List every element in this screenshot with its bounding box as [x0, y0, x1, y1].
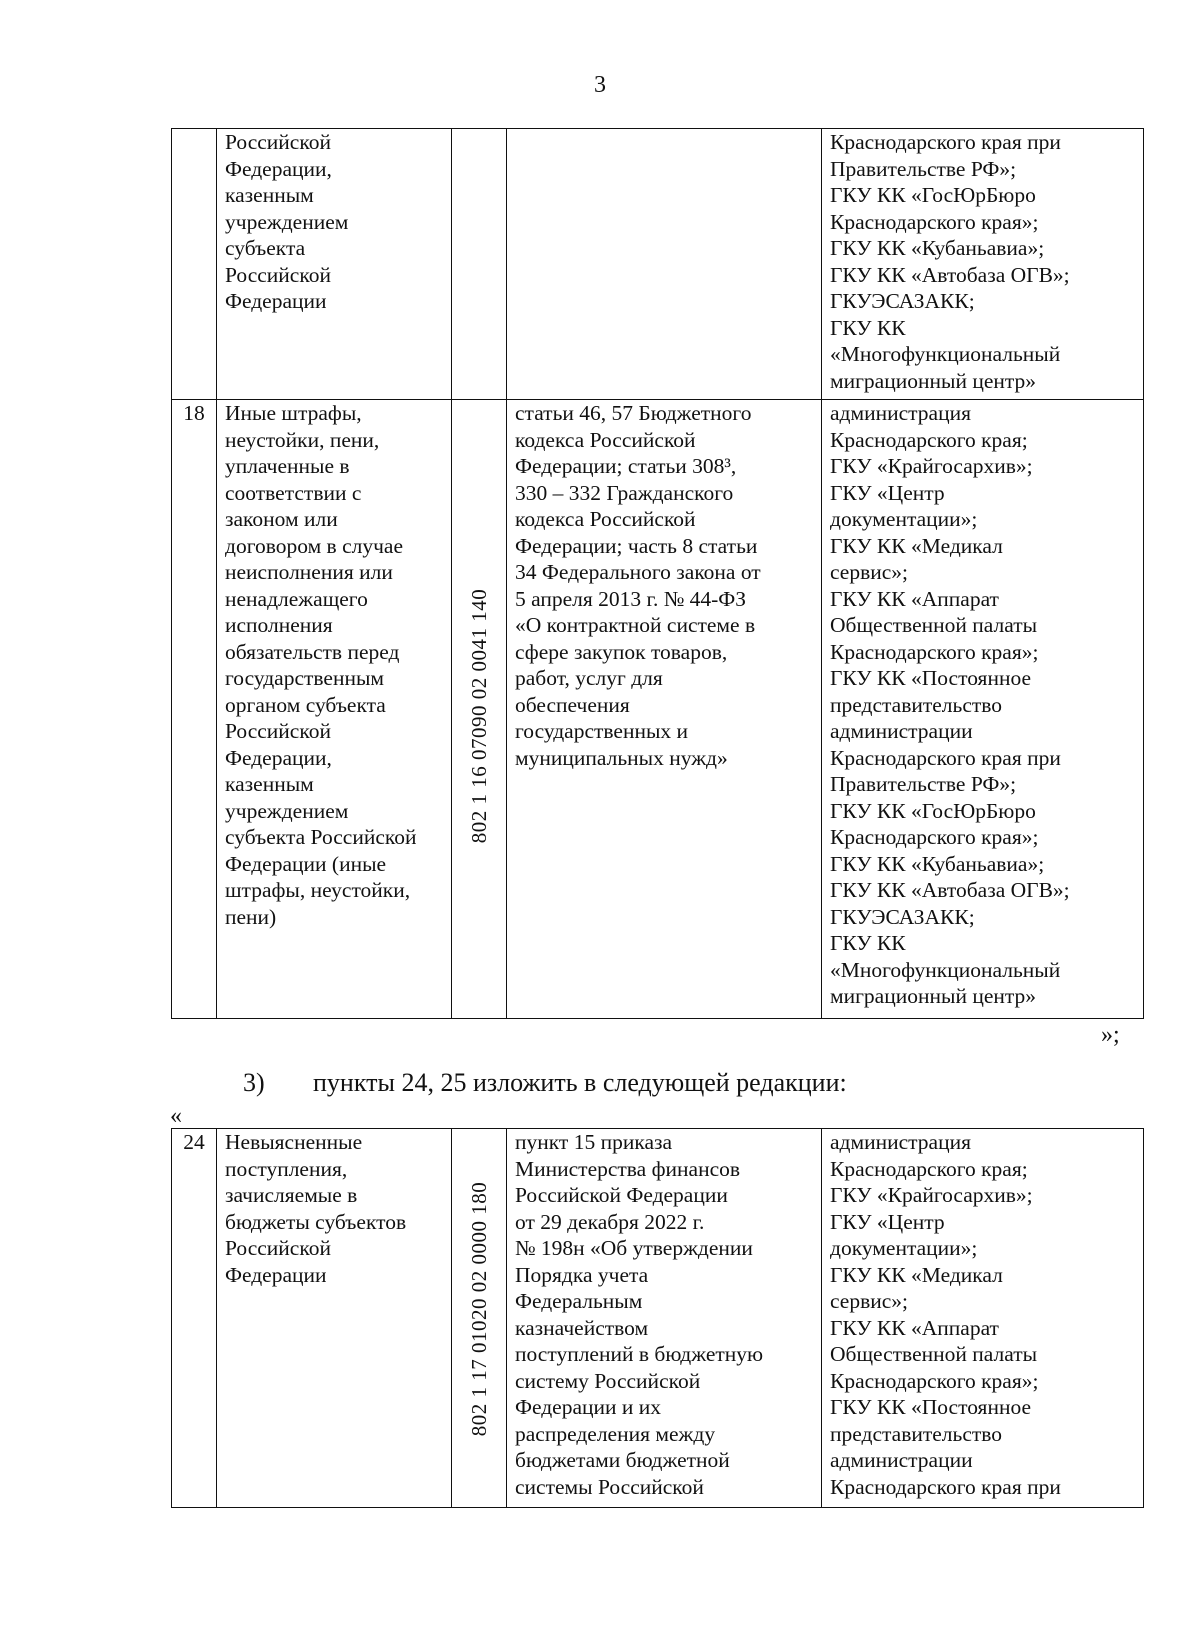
budget-code-cell: [452, 1129, 507, 1508]
administrators-cell: [822, 1129, 1144, 1508]
legal-basis-lines: [515, 1129, 813, 1500]
text-line: ГКУ КК «Постоянное: [830, 666, 1032, 690]
text-line: исполнения: [225, 613, 333, 637]
text-line: администрации: [830, 1448, 973, 1472]
text-line: ГКУ КК «Медикал: [830, 533, 1003, 558]
text-line: Федерации,: [225, 156, 332, 181]
text-line: ГКУ КК «Автобаза ОГВ»;: [830, 878, 1070, 902]
text-line: ГКУЭСАЗАКК;: [830, 289, 975, 313]
text-line: Российской: [225, 130, 331, 154]
administrators-cell: [822, 129, 1144, 400]
text-line: Краснодарского края;: [830, 427, 1028, 452]
text-line: ГКУ КК «ГосЮрБюро: [830, 798, 1036, 823]
text-line: распределения между: [515, 1421, 716, 1446]
administrators-lines: [830, 1129, 1135, 1500]
text-line: субъекта: [225, 236, 306, 260]
page-number: 3: [594, 72, 606, 98]
text-line: документации»;: [830, 507, 978, 531]
text-line: казенным: [225, 772, 314, 796]
income-name-lines: [225, 400, 443, 930]
text-line: 330 – 332 Гражданского: [515, 480, 734, 505]
text-line: Федерации: [225, 289, 327, 313]
text-line: № 198н «Об утверждении: [515, 1236, 753, 1260]
text-line: Федерации: [225, 1262, 327, 1287]
text-line: от 29 декабря 2022 г.: [515, 1209, 705, 1234]
table-row: [172, 129, 1144, 400]
text-line: сервис»;: [830, 1289, 909, 1313]
text-line: ГКУ КК «Кубаньавиа»;: [830, 236, 1045, 260]
text-line: пункт 15 приказа: [515, 1130, 673, 1154]
instruction-number: 3): [243, 1068, 265, 1097]
text-line: 34 Федерального закона от: [515, 560, 761, 584]
text-line: ГКУ КК «Аппарат: [830, 1315, 999, 1340]
text-line: Краснодарского края»;: [830, 825, 1039, 849]
text-line: поступления,: [225, 1156, 348, 1181]
text-line: работ, услуг для: [515, 666, 663, 690]
text-line: статьи 46, 57 Бюджетного: [515, 401, 752, 425]
text-line: учреждением: [225, 798, 349, 823]
text-line: Общественной палаты: [830, 1342, 1038, 1366]
text-line: ГКУ КК «Автобаза ОГВ»;: [830, 262, 1070, 287]
budget-code-cell: [452, 400, 507, 1019]
row-number-cell: 24: [172, 1129, 217, 1508]
text-line: бюджетами бюджетной: [515, 1448, 730, 1472]
text-line: Краснодарского края при: [830, 130, 1061, 154]
text-line: пени): [225, 904, 277, 929]
text-line: 5 апреля 2013 г. № 44-ФЗ: [515, 586, 746, 611]
text-line: Краснодарского края при: [830, 745, 1061, 770]
text-line: ГКУ «Центр: [830, 480, 945, 505]
text-line: неисполнения или: [225, 560, 393, 584]
text-line: Министерства финансов: [515, 1156, 741, 1181]
text-line: ГКУ КК «ГосЮрБюро: [830, 183, 1036, 207]
text-line: Краснодарского края;: [830, 1156, 1028, 1181]
text-line: казенным: [225, 183, 314, 207]
text-line: Российской Федерации: [515, 1183, 728, 1207]
budget-classification-code: 802 1 17 01020 02 0000 180: [466, 1181, 491, 1437]
text-line: штрафы, неустойки,: [225, 878, 411, 902]
text-line: сфере закупок товаров,: [515, 639, 728, 664]
text-line: государственным: [225, 666, 385, 690]
text-line: уплаченные в: [225, 454, 350, 478]
text-line: казначейством: [515, 1315, 649, 1340]
text-line: Федерации (иные: [225, 851, 387, 876]
income-codes-table-continued: [171, 128, 1144, 1019]
text-line: ГКУ КК «Постоянное: [830, 1395, 1032, 1419]
text-line: кодекса Российской: [515, 507, 696, 531]
legal-basis-lines: [515, 400, 813, 771]
text-line: Российской: [225, 719, 331, 743]
amendment-instruction: [243, 1068, 847, 1098]
text-line: Иные штрафы,: [225, 401, 362, 425]
legal-basis-cell: [507, 129, 822, 400]
text-line: системы Российской: [515, 1474, 704, 1499]
text-line: неустойки, пени,: [225, 427, 380, 452]
income-codes-table-new: [171, 1128, 1144, 1508]
text-line: Невыясненные: [225, 1130, 363, 1154]
text-line: ненадлежащего: [225, 586, 368, 611]
text-line: Российской: [225, 1236, 331, 1260]
text-line: миграционный центр»: [830, 984, 1037, 1008]
text-line: миграционный центр»: [830, 368, 1037, 393]
text-line: ГКУ «Крайгосархив»;: [830, 454, 1033, 478]
text-line: Краснодарского края»;: [830, 1368, 1039, 1393]
instruction-text: пункты 24, 25 изложить в следующей редакции:: [313, 1068, 847, 1097]
text-line: ГКУ КК «Кубаньавиа»;: [830, 851, 1045, 876]
text-line: Краснодарского края при: [830, 1474, 1061, 1499]
text-line: Российской: [225, 262, 331, 287]
text-line: администрации: [830, 719, 973, 743]
text-line: Краснодарского края»;: [830, 639, 1039, 664]
text-line: Федерации,: [225, 745, 332, 770]
legal-basis-cell: [507, 400, 822, 1019]
table-row: [172, 1129, 1144, 1508]
income-name-cell: [217, 129, 452, 400]
text-line: «О контрактной системе в: [515, 613, 756, 637]
income-name-lines: [225, 129, 443, 315]
text-line: систему Российской: [515, 1368, 701, 1393]
text-line: ГКУ «Центр: [830, 1209, 945, 1234]
text-line: ГКУЭСАЗАКК;: [830, 904, 975, 929]
budget-code-cell: [452, 129, 507, 400]
text-line: бюджеты субъектов: [225, 1209, 407, 1234]
text-line: сервис»;: [830, 560, 909, 584]
text-line: государственных и: [515, 719, 689, 743]
text-line: представительство: [830, 1421, 1003, 1446]
text-line: зачисляемые в: [225, 1183, 358, 1207]
text-line: администрация: [830, 1130, 971, 1154]
text-line: обязательств перед: [225, 639, 400, 664]
text-line: ГКУ КК: [830, 315, 906, 340]
text-line: учреждением: [225, 209, 349, 234]
text-line: Краснодарского края»;: [830, 209, 1039, 234]
text-line: «Многофункциональный: [830, 342, 1061, 366]
income-name-cell: [217, 1129, 452, 1508]
text-line: Федерации; статьи 308³,: [515, 454, 737, 478]
text-line: обеспечения: [515, 692, 630, 717]
budget-classification-code: 802 1 16 07090 02 0041 140: [466, 588, 491, 844]
income-name-lines: [225, 1129, 443, 1288]
income-name-cell: [217, 400, 452, 1019]
text-line: ГКУ КК: [830, 931, 906, 955]
text-line: законом или: [225, 507, 338, 531]
administrators-cell: [822, 400, 1144, 1019]
text-line: кодекса Российской: [515, 427, 696, 452]
text-line: муниципальных нужд»: [515, 745, 728, 770]
text-line: Правительстве РФ»;: [830, 772, 1017, 796]
administrators-lines: [830, 129, 1135, 394]
opening-quote: «: [170, 1103, 182, 1129]
text-line: Федеральным: [515, 1289, 643, 1313]
table-row: [172, 400, 1144, 1019]
text-line: Порядка учета: [515, 1262, 649, 1287]
text-line: «Многофункциональный: [830, 957, 1061, 982]
text-line: Правительстве РФ»;: [830, 156, 1017, 181]
text-line: представительство: [830, 692, 1003, 717]
text-line: документации»;: [830, 1236, 978, 1260]
administrators-lines: [830, 400, 1135, 1010]
text-line: администрация: [830, 401, 971, 425]
text-line: ГКУ «Крайгосархив»;: [830, 1183, 1033, 1207]
text-line: Федерации и их: [515, 1395, 662, 1419]
closing-quote: »;: [1101, 1022, 1120, 1048]
text-line: договором в случае: [225, 533, 403, 558]
text-line: ГКУ КК «Аппарат: [830, 586, 999, 611]
legal-basis-cell: [507, 1129, 822, 1508]
row-number-cell: [172, 129, 217, 400]
text-line: органом субъекта: [225, 692, 386, 717]
text-line: соответствии с: [225, 480, 362, 505]
text-line: ГКУ КК «Медикал: [830, 1262, 1003, 1287]
row-number-cell: 18: [172, 400, 217, 1019]
text-line: поступлений в бюджетную: [515, 1342, 764, 1366]
text-line: Общественной палаты: [830, 613, 1038, 637]
text-line: Федерации; часть 8 статьи: [515, 533, 758, 558]
text-line: субъекта Российской: [225, 825, 417, 849]
